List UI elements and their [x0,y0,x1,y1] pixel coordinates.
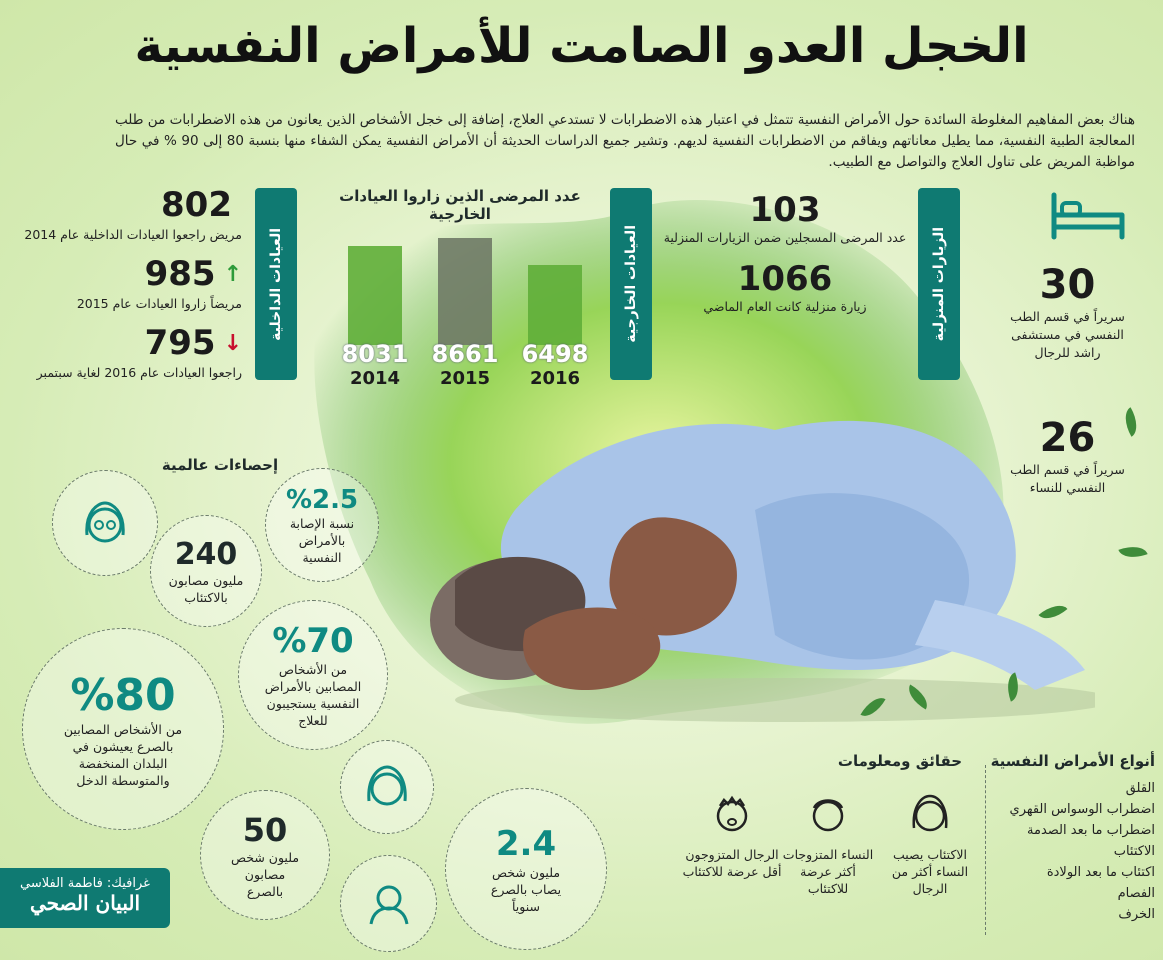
credit-graphic: غرافيك: فاطمة الفلاسي [20,876,150,891]
type-item: اضطراب ما بعد الصدمة [1027,823,1155,838]
chart-title: عدد المرضى الذين زاروا العيادات الخارجية [339,187,581,223]
arrow-up-icon: ↑ [223,261,242,287]
inpatient-banner: العيادات الداخلية [255,188,297,380]
leaf-icon [1118,541,1147,563]
stat-circle-prevalence [265,468,379,582]
stat-value: %80 [70,669,176,721]
type-item: الخرف [1118,907,1155,922]
beds-women [1010,415,1125,497]
stat-circle-response [238,600,388,750]
stat-circle-epilepsy [200,790,330,920]
beds-men-label: سريراً في قسم الطب النفسي في مستشفى راشد للرجال [1010,309,1125,360]
inpatient-2014-value: 802 [161,185,232,225]
facts-heading: حقائق ومعلومات [837,752,963,770]
stat-circle-depression [150,515,262,627]
woman-icon-circle [52,470,158,576]
outpatient-bar-chart [330,215,600,345]
inpatient-2015-value: 985 [144,254,216,294]
fact-item [682,790,782,880]
brand-logo: البيان الصحي [29,891,141,915]
man-face-icon [708,790,756,838]
stat-circle-epilepsy-income [22,628,224,830]
type-item: القلق [1125,781,1155,796]
seizure-person-icon [363,878,415,930]
bar-category-label: 2015 [439,368,491,389]
stat-value: %2.5 [285,484,359,515]
bar-category-label: 2014 [349,368,401,389]
stat-value: %70 [272,621,354,661]
fact-label: الرجال المتزوجون أقل عرضة للاكتئاب [682,847,782,879]
stat-value: 2.4 [495,823,557,864]
bar-value-label: 6498 [521,340,589,368]
stat-label: مليون مصابون بالاكتئاب [168,572,244,605]
bed-icon [1048,185,1128,245]
beds-men [1010,262,1125,362]
intro-paragraph: هناك بعض المفاهيم المغلوطة السائدة حول الأمراض النفسية تتمثل في اعتبار هذه الاضطرابات لا تستدعي العلاج، إضافة إلى خجل الأشخاص الذين يعانون من هذه الاضطرابات من طلب المعالجة الطبية النفسية، مما يطيل معاناتهم ويفاقم من الاضطرابات النفسية لديهم. وتشير جميع الدراسات الحديثة أن الأمراض النفسية يمكن الشفاء منها بنسبة 80 إلى 90 % في حال مواظبة المريض على تناول العلاج والتواصل مع الطبيب. [115,112,1135,170]
married-woman-face-icon [804,790,852,838]
type-item: اضطراب الوسواس القهري [1009,802,1155,817]
types-section [990,752,1155,925]
inpatient-2014-label: مريض راجعوا العيادات الداخلية عام 2014 [24,227,242,242]
type-item: اكتئاب ما بعد الولادة [1046,865,1155,880]
types-heading: أنواع الأمراض النفسية [990,752,1155,770]
stat-label: نسبة الإصابة بالأمراض النفسية [289,515,355,565]
fact-label: النساء المتزوجات أكثر عرضة للاكتئاب [782,847,874,896]
stat-circle-epilepsy-yearly [445,788,607,950]
bar-2014 [348,246,402,345]
credit-box [0,868,170,928]
woman-face-icon [906,790,954,838]
woman-face-icon [361,761,413,813]
bar-value-label: 8031 [341,340,409,368]
inpatient-2016-label: راجعوا العيادات عام 2016 لغاية سبتمبر [36,365,242,380]
fact-label: الاكتئاب يصيب النساء أكثر من الرجال [891,847,969,896]
page-title: الخجل العدو الصامت للأمراض النفسية [134,18,1029,74]
chart-labels [330,340,600,395]
home-visits-count-label: زيارة منزلية كانت العام الماضي [703,299,867,314]
inpatient-stats [20,185,242,380]
stat-label: مليون شخص مصابون بالصرع [230,849,300,899]
woman-icon-circle-2 [340,740,434,834]
home-visits-banner: الزيارات المنزلية [918,188,960,380]
type-item: الاكتئاب [1113,844,1155,859]
bar-2015 [438,238,492,345]
sad-person-illustration [395,400,1095,730]
type-item: الفصام [1117,886,1155,901]
stat-label: من الأشخاص المصابين بالصرع يعيشون في البلدان المنخفضة والمتوسطة الدخل [63,721,183,788]
types-list [990,778,1155,925]
beds-women-label: سريراً في قسم الطب النفسي للنساء [1010,462,1125,495]
stat-label: مليون شخص يصاب بالصرع سنوياً [490,864,562,914]
woman-face-icon [77,495,133,551]
inpatient-2016-value: 795 [144,323,216,363]
stat-value: 240 [174,536,238,572]
beds-men-value: 30 [1039,262,1096,308]
outpatient-banner: العيادات الخارجية [610,188,652,380]
bar-value-label: 8661 [431,340,499,368]
home-visits-count-value: 1066 [737,259,833,299]
inpatient-2015-label: مريضاً زاروا العيادات عام 2015 [76,296,242,311]
home-visits-patients-label: عدد المرضى المسجلين ضمن الزيارات المنزلية [663,230,907,245]
global-heading: إحصاءات عالمية [161,456,279,474]
home-visits-patients-value: 103 [749,190,821,230]
fact-item [880,790,980,897]
fact-item [778,790,878,897]
home-visits-stats [660,190,910,314]
bar-2016 [528,265,582,345]
arrow-down-icon: ↓ [223,330,242,356]
stat-label: من الأشخاص المصابين بالأمراض النفسية يستجيبون للعلاج [264,662,362,728]
stat-value: 50 [242,810,288,849]
beds-women-value: 26 [1039,415,1096,461]
bar-category-label: 2016 [529,368,581,389]
seizure-icon-circle [340,855,437,952]
divider [985,765,987,935]
